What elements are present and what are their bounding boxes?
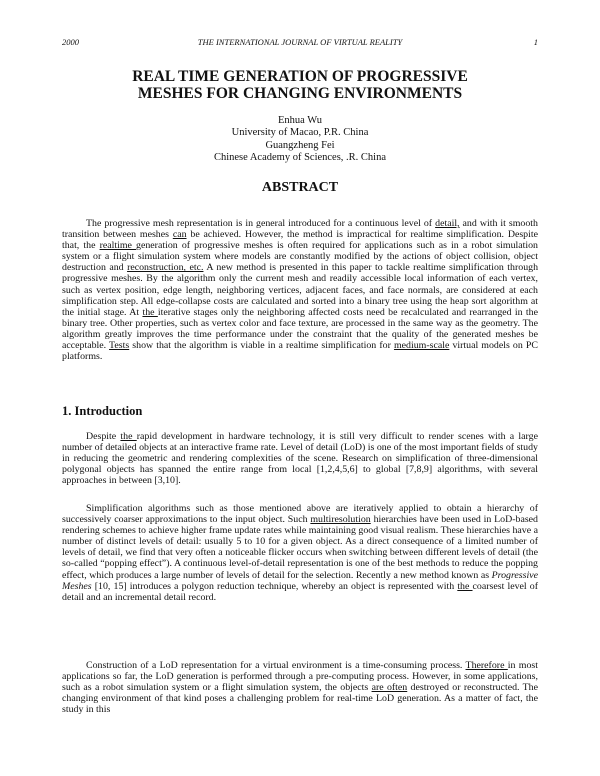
abstract-text: The progressive mesh representation is in general introduced for a continuous level of bbox=[86, 218, 436, 229]
title-line-1: REAL TIME GENERATION OF PROGRESSIVE bbox=[132, 68, 468, 85]
paragraph-italic: Progressive Meshes bbox=[62, 569, 538, 592]
abstract-underlined: medium-scale bbox=[393, 340, 450, 352]
paragraph-text: in most applications so far, the LoD generation is performed through a pre-computing process. However, in some applications, such as a robot simulation system or a flight simulation system, the objects bbox=[62, 660, 538, 694]
abstract-underlined: detail, bbox=[435, 218, 460, 229]
paragraph-underlined: the bbox=[120, 431, 137, 442]
abstract-heading: ABSTRACT bbox=[261, 180, 339, 195]
abstract-paragraph bbox=[62, 218, 538, 362]
paragraph-text: coarsest level of detail and an incremental detail record. bbox=[62, 580, 538, 603]
abstract-text: A new method is presented in this paper to tackle realtime simplification through progressive meshes. By the algorithm only the current mesh and readily accessible local information of each vertex, such as vertex position, edge length, neighboring vertices, adjacent faces, and face normals, are considered at each simplification step. All edge-collapse costs are calculated and sorted into a binary tree using the heap sort algorithm at the initial stage. At bbox=[62, 262, 539, 318]
abstract-text: show that the algorithm is viable in a realtime simplification for bbox=[129, 340, 394, 352]
intro-paragraph-3 bbox=[62, 660, 538, 715]
abstract-text: be achieved. However, the method is impractical for realtime simplification. Despite that, the bbox=[62, 229, 538, 252]
paragraph-underlined: the bbox=[457, 580, 473, 592]
paragraph-text: hierarchies have been used in LoD-based rendering schemes to achieve higher frame update rates while maintaining good visual realism. These hierarchies have a number of distinct levels of detail: usually 5 to 10 for a given object. As a direct consequence of a limited number of levels of detail, we find that very often a noticeable flicker occurs when switching between different levels of detail (the so-called “popping effect”). A continuous level-of-detail representation is one of the best methods to reduce the popping effect, which produces a large number of levels of detail for the selection. Recently a new method known as bbox=[62, 514, 538, 581]
paragraph-text: Despite bbox=[86, 431, 121, 442]
section-heading-introduction: 1. Introduction bbox=[62, 404, 143, 418]
abstract-underlined: Tests bbox=[109, 340, 130, 352]
paragraph-text: [10, 15] introduces a polygon reduction technique, whereby an object is represented with bbox=[91, 580, 458, 592]
abstract-text: and with it smooth transition between meshes bbox=[62, 218, 538, 241]
intro-paragraph-2 bbox=[62, 503, 538, 603]
abstract-text: virtual models on PC platforms. bbox=[62, 340, 538, 363]
header-journal: THE INTERNATIONAL JOURNAL OF VIRTUAL REALITY bbox=[197, 37, 403, 47]
paragraph-underlined: multiresolution bbox=[310, 514, 371, 526]
header-page-number: 1 bbox=[533, 37, 538, 47]
abstract-text: generation of progressive meshes is often required for applications such as in a robot simulation system or a flight simulation system where models are constantly modified by the actions of object collision, object destruction and bbox=[62, 240, 538, 274]
abstract-underlined: can bbox=[172, 229, 187, 241]
paragraph-text: Simplification algorithms such as those mentioned above are iteratively applied to obtain a hierarchy of successively coarser approximations to the input object. Such bbox=[62, 503, 538, 526]
running-header bbox=[62, 37, 538, 51]
author-1-name: Enhua Wu bbox=[278, 115, 322, 126]
abstract-text: iterative stages only the neighboring affected costs need be recalculated and rearranged in the binary tree. Other properties, such as vertex color and face texture, are processed in the same way as the geometry. The algorithm greatly improves the time performance under the constraint that the quality of the generated meshes be acceptable. bbox=[62, 306, 538, 352]
paragraph-text: Construction of a LoD representation for a virtual environment is a time-consuming process. bbox=[86, 660, 466, 671]
title-line-2: MESHES FOR CHANGING ENVIRONMENTS bbox=[137, 85, 463, 102]
paragraph-underlined: Therefore bbox=[465, 660, 508, 671]
intro-paragraph-1 bbox=[62, 431, 538, 486]
author-2-name: Guangzheng Fei bbox=[265, 139, 335, 151]
author-block bbox=[62, 115, 538, 165]
abstract-underlined: reconstruction, etc. bbox=[127, 262, 204, 274]
abstract-underlined: the bbox=[142, 306, 158, 318]
author-2-affiliation: Chinese Academy of Sciences, .R. China bbox=[213, 152, 387, 164]
abstract-underlined: realtime bbox=[99, 240, 137, 252]
paragraph-text: destroyed or reconstructed. The changing environment of that kind poses a challenging problem for real-time LoD generation. As a matter of fact, the study in this bbox=[62, 682, 538, 716]
paragraph-underlined: are often bbox=[371, 682, 408, 694]
header-year: 2000 bbox=[62, 37, 79, 47]
author-1-affiliation: University of Macao, P.R. China bbox=[231, 127, 369, 139]
paragraph-text: rapid development in hardware technology, it is still very difficult to render scenes with a large number of detailed objects at an interactive frame rate. Level of detail (LoD) is one of the most important fields of study in reducing the geometric and rendering complexities of the scene. Research on simplification of three-dimensional polygonal objects has spanned the entire range from local [1,2,4,5,6] to global [7,8,9] algorithms, with several approaches in between [3,10]. bbox=[62, 431, 538, 487]
paper-title bbox=[62, 68, 538, 102]
